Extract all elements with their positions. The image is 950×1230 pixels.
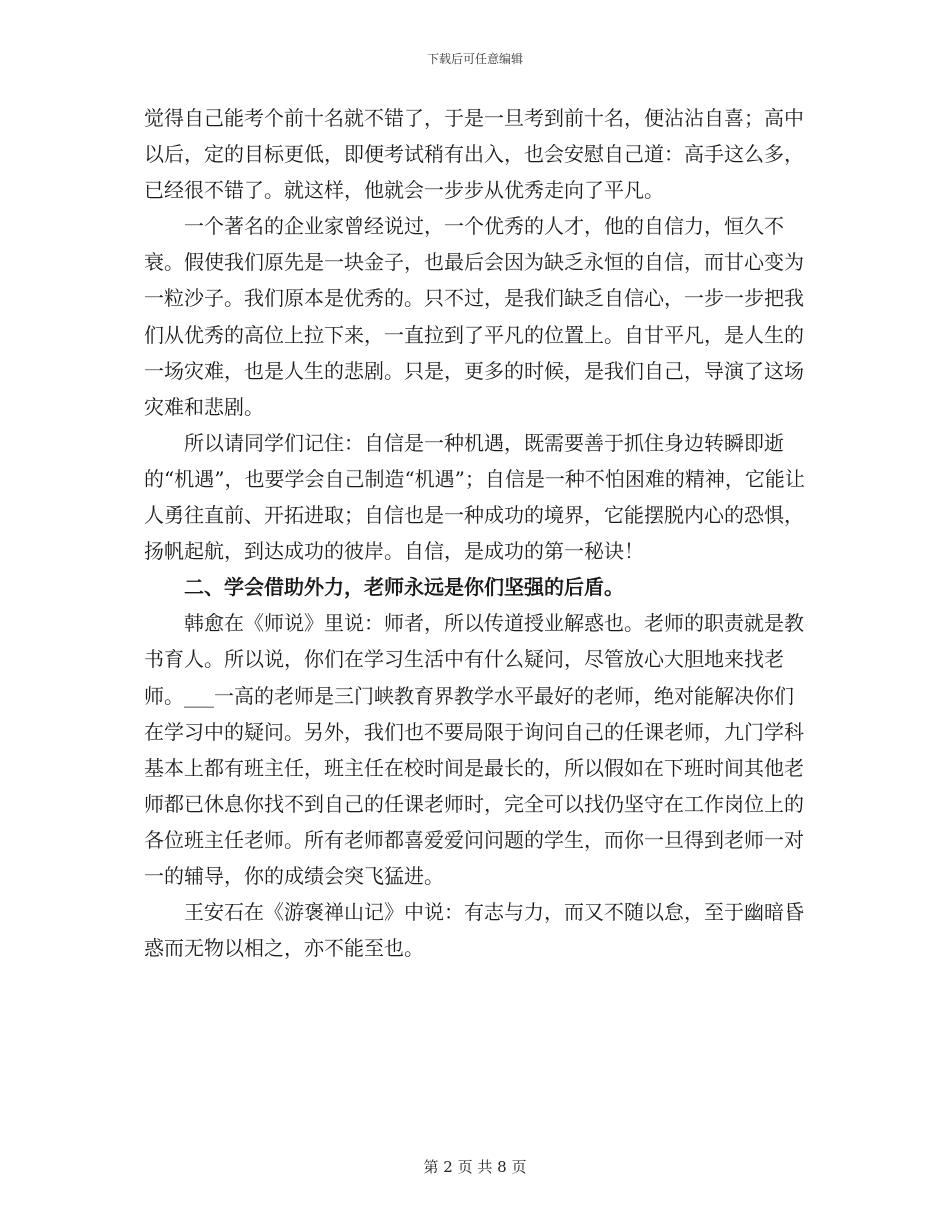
paragraph-5: 王安石在《游褒禅山记》中说：有志与力，而又不随以怠，至于幽暗昏惑而无物以相之，亦不能至也。 xyxy=(144,900,804,961)
page-header: 下载后可任意编辑 xyxy=(426,52,523,66)
paragraph-3: 所以请同学们记住：自信是一种机遇，既需要善于抓住身边转瞬即逝的“机遇”，也要学会自己制造“机遇”；自信是一种不怕困难的精神，它能让人勇往直前、开拓进取；自信也是一种成功的境界，它能摆脱内心的恐惧，扬帆起航，到达成功的彼岸。自信，是成功的第一秘诀！ xyxy=(144,430,805,564)
section-heading: 二、学会借助外力，老师永远是你们坚强的后盾。 xyxy=(184,575,624,600)
paragraph-2: 一个著名的企业家曾经说过，一个优秀的人才，他的自信力，恒久不衰。假使我们原先是一块金子，也最后会因为缺乏永恒的自信，而甘心变为一粒沙子。我们原本是优秀的。只不过，是我们缺乏自信心，一步一步把我们从优秀的高位上拉下来，一直拉到了平凡的位置上。自甘平凡，是人生的一场灾难，也是人生的悲剧。只是，更多的时候，是我们自己，导演了这场灾难和悲剧。 xyxy=(144,214,804,419)
document-body xyxy=(144,100,808,966)
paragraph-4: 韩愈在《师说》里说：师者，所以传道授业解惑也。老师的职责就是教书育人。所以说，你们在学习生活中有什么疑问，尽管放心大胆地来找老师。___一高的老师是三门峡教育界教学水平最好的老师，绝对能解决你们在学习中的疑问。另外，我们也不要局限于询问自己的任课老师，九门学科基本上都有班主任，班主任在校时间是最长的，所以假如在下班时间其他老师都已休息你找不到自己的任课老师时，完全可以找仍坚守在工作岗位上的各位班主任老师。所有老师都喜爱爱问问题的学生，而你一旦得到老师一对一的辅导，你的成绩会突飞猛进。 xyxy=(144,611,804,888)
paragraph-1: 觉得自己能考个前十名就不错了，于是一旦考到前十名，便沾沾自喜；高中以后，定的目标更低，即便考试稍有出入，也会安慰自己道：高手这么多，已经很不错了。就这样，他就会一步步从优秀走向了平凡。 xyxy=(144,106,804,203)
page-footer: 第 2 页 共 8 页 xyxy=(423,1158,527,1176)
